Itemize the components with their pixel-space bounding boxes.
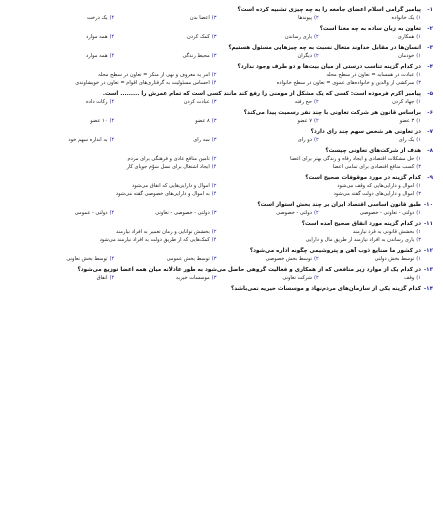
- answer-option: [319, 136, 421, 144]
- question-number: ۷-: [427, 129, 433, 135]
- answer-option: [217, 136, 319, 144]
- option-label: ۲): [314, 118, 319, 124]
- option-text: موسسات خیریه: [175, 275, 210, 281]
- answer-option: [12, 190, 217, 198]
- answer-option: [217, 182, 422, 190]
- option-label: ۴): [109, 34, 115, 40]
- question-item: [12, 285, 433, 293]
- option-label: ۳): [211, 53, 217, 59]
- answer-options: [12, 33, 433, 41]
- question-stem: [12, 6, 433, 14]
- option-text: همه موارد: [86, 53, 108, 59]
- option-text: دولتی - عمومی: [74, 210, 108, 216]
- option-label: ۱): [416, 275, 421, 281]
- question-number: ۱۲-: [423, 248, 433, 254]
- option-text: یاری رساندن به افراد نیازمند از طریق مال و دارایی: [305, 237, 415, 243]
- option-label: ۲): [211, 72, 217, 78]
- option-label: ۱): [416, 183, 421, 189]
- answer-option: [217, 236, 422, 244]
- question-text: تعاون به زبان ساده به چه معنا است؟: [319, 26, 421, 32]
- option-label: ۲): [211, 183, 217, 189]
- question-stem: [12, 90, 433, 98]
- option-label: ۱): [416, 156, 421, 162]
- option-text: پیوندها: [298, 15, 312, 21]
- option-text: بخشش توانایی و زمان تعمیر به افراد نیازمند: [116, 229, 210, 235]
- option-label: ۲): [314, 275, 319, 281]
- option-label: ۳): [211, 256, 217, 262]
- question-number: ۹-: [427, 175, 433, 181]
- answer-option: [12, 163, 217, 171]
- answer-option: [12, 182, 217, 190]
- answer-option: [12, 52, 114, 60]
- option-text: حج رفته: [294, 99, 312, 105]
- option-text: همکاری: [397, 34, 415, 40]
- option-text: ایجاد اشتغال برای نسل سوّم جویای کار: [126, 164, 210, 170]
- question-text: در کدام گزینه تناسب درستی از میان بیت‌ها و دو طرف وجود ندارد؟: [237, 64, 421, 70]
- question-stem: [12, 201, 433, 209]
- option-label: ۴): [211, 80, 217, 86]
- option-label: ۳): [211, 34, 217, 40]
- option-text: حل مشکلات اقتصادی و ایجاد رفاه و زندگی بهتر برای اعضا: [290, 156, 415, 162]
- question-item: [12, 109, 433, 125]
- question-stem: [12, 128, 433, 136]
- option-text: خودمان: [398, 53, 415, 59]
- answer-options: [12, 182, 433, 198]
- answer-option: [217, 117, 319, 125]
- option-text: شرکت تعاونی: [282, 275, 312, 281]
- answer-option: [217, 52, 319, 60]
- answer-option: [114, 14, 216, 22]
- question-item: [12, 128, 433, 144]
- question-item: [12, 63, 433, 87]
- option-text: دیگران: [297, 53, 312, 59]
- option-text: دو رای: [297, 137, 312, 143]
- answer-option: [319, 98, 421, 106]
- answer-options: [12, 98, 433, 106]
- option-label: ۴): [109, 137, 115, 143]
- answer-options: [12, 117, 433, 125]
- answer-option: [217, 14, 319, 22]
- question-number: ۵-: [427, 91, 433, 97]
- option-label: ۲): [314, 53, 319, 59]
- question-item: [12, 44, 433, 60]
- answer-option: [217, 155, 422, 163]
- option-label: ۳): [211, 99, 217, 105]
- answer-option: [217, 79, 422, 87]
- question-text: کدام گزینه در مورد موقوفات صحیح است؟: [305, 175, 421, 181]
- option-label: ۲): [314, 256, 319, 262]
- question-item: [12, 174, 433, 198]
- option-label: ۴): [109, 256, 115, 262]
- question-item: [12, 247, 433, 263]
- question-text: در کدام یک از موارد زیر منافعی که از همکاری و فعالیت گروهی حاصل می‌شود به طور عادلانه میان همه اعضا توزیع می‌شود؟: [77, 267, 421, 273]
- question-text: کدام گزینه یکی از سازمان‌های مردم‌نهاد و موسسات خیریه نمی‌باشد؟: [231, 286, 421, 292]
- option-text: یک رای: [398, 137, 415, 143]
- question-number: ۲-: [427, 26, 433, 32]
- question-number: ۶-: [427, 110, 433, 116]
- option-label: ۲): [314, 99, 319, 105]
- option-label: ۲): [211, 156, 217, 162]
- answer-option: [319, 52, 421, 60]
- question-stem: [12, 266, 433, 274]
- option-text: زکات داده: [86, 99, 108, 105]
- option-text: ۸ عضو: [195, 118, 210, 124]
- question-stem: [12, 25, 433, 33]
- option-label: ۱): [416, 99, 421, 105]
- question-text: براساس قانون هر شرکت تعاونی با چند نفر رسمیت پیدا می‌کند؟: [243, 110, 421, 116]
- option-label: ۳): [416, 164, 421, 170]
- option-text: سرکشی از والدین و خانواده‌های عموی = تعاون در سطح خانواده: [276, 80, 415, 86]
- answer-option: [12, 274, 114, 282]
- option-text: یاری رساندن: [284, 34, 312, 40]
- question-item: [12, 220, 433, 244]
- answer-option: [217, 98, 319, 106]
- answer-option: [217, 209, 319, 217]
- question-text: پیامبر گرامی اسلام اعضای جامعه را به چه چیزی تشبیه کرده است؟: [237, 7, 421, 13]
- answer-option: [114, 209, 216, 217]
- option-text: همه موارد: [86, 34, 108, 40]
- option-label: ۳): [211, 275, 217, 281]
- answer-option: [319, 209, 421, 217]
- question-item: [12, 266, 433, 282]
- answer-option: [319, 274, 421, 282]
- option-text: به اندازه سهم خود: [68, 137, 108, 143]
- option-text: کمک‌هایی که از طریق دولت به افراد نیازمند می‌شود: [99, 237, 210, 243]
- answer-option: [114, 52, 216, 60]
- answer-option: [114, 274, 216, 282]
- option-text: ۱۰ عضو: [90, 118, 108, 124]
- option-text: بخشش قانونی به فرد نیازمند: [352, 229, 415, 235]
- answer-option: [217, 71, 422, 79]
- option-text: ۳ عضو: [399, 118, 415, 124]
- answer-option: [319, 33, 421, 41]
- question-number: ۱-: [427, 7, 433, 13]
- option-label: ۳): [416, 191, 421, 197]
- question-number: ۱۳-: [423, 267, 433, 273]
- question-stem: [12, 174, 433, 182]
- option-label: ۲): [314, 137, 319, 143]
- answer-option: [319, 14, 421, 22]
- option-text: ۷ عضو: [297, 118, 312, 124]
- option-text: به اموال و دارایی‌های خصوصی گفته می‌شود: [115, 191, 210, 197]
- answer-options: [12, 14, 433, 22]
- option-label: ۱): [416, 34, 421, 40]
- question-stem: [12, 220, 433, 228]
- option-text: اعضا بدن: [189, 15, 210, 21]
- option-label: ۱): [416, 118, 421, 124]
- option-label: ۱): [416, 256, 421, 262]
- option-label: ۱): [416, 229, 421, 235]
- option-label: ۴): [109, 53, 115, 59]
- question-item: [12, 90, 433, 106]
- option-text: توسط بخش عمومی: [166, 256, 210, 262]
- option-text: عبادت در همسایه = تعاون در سطح محله: [326, 72, 415, 78]
- answer-option: [319, 255, 421, 263]
- answer-option: [114, 255, 216, 263]
- option-text: تامین منافع عادی و فرهنگی برای مردم: [127, 156, 210, 162]
- answer-options: [12, 274, 433, 282]
- option-text: وقف: [404, 275, 415, 281]
- question-number: ۱۱-: [423, 221, 433, 227]
- option-label: ۲): [314, 34, 319, 40]
- option-text: یک خانواده: [391, 15, 415, 21]
- option-label: ۴): [109, 99, 115, 105]
- answer-option: [12, 155, 217, 163]
- option-text: دولتی - خصوصی - تعاونی: [155, 210, 210, 216]
- question-text: انسان‌ها در مقابل خداوند متعال نسبت به چه چیزهایی مسئول هستیم؟: [228, 45, 421, 51]
- answer-option: [114, 136, 216, 144]
- option-label: ۴): [109, 15, 115, 21]
- option-text: اموال و دارایی‌هایی که وقف می‌شود: [337, 183, 415, 189]
- option-text: اموال و دارایی‌های دولت گفته می‌شود: [333, 191, 415, 197]
- answer-option: [217, 33, 319, 41]
- option-label: ۳): [416, 237, 421, 243]
- option-label: ۳): [211, 118, 217, 124]
- option-text: توسط بخش تعاونی: [66, 256, 108, 262]
- question-text: در کشور ما صنایع ذوب آهن و پتروشیمی چگونه اداره می‌شود؟: [249, 248, 421, 254]
- answer-option: [12, 255, 114, 263]
- answer-option: [217, 163, 422, 171]
- question-text: در کدام گزینه مورد انفاق صحیح آمده است؟: [301, 221, 421, 227]
- option-label: ۱): [416, 137, 421, 143]
- question-text: در تعاونی هر شخص سهم چند رای دارد؟: [310, 129, 421, 135]
- answer-options: [12, 255, 433, 263]
- option-label: ۳): [211, 15, 217, 21]
- question-number: ۱۴-: [423, 286, 433, 292]
- question-stem: [12, 44, 433, 52]
- option-label: ۲): [314, 15, 319, 21]
- question-number: ۸-: [427, 148, 433, 154]
- option-label: ۳): [416, 80, 421, 86]
- answer-option: [12, 236, 217, 244]
- answer-option: [12, 71, 217, 79]
- option-label: ۴): [211, 191, 217, 197]
- question-text: پیامبر اکرم فرموده است: کسی که یک مشکل از مومنی را رفع کند مانند کسی است که تمام عمرش را ......... است.: [102, 91, 421, 97]
- option-label: ۱): [416, 72, 421, 78]
- option-label: ۴): [109, 275, 115, 281]
- question-item: [12, 147, 433, 171]
- question-text: هدف از شرکت‌های تعاونی چیست؟: [325, 148, 421, 154]
- option-text: دولتی - تعاونی - خصوصی: [359, 210, 415, 216]
- answer-option: [217, 255, 319, 263]
- question-stem: [12, 63, 433, 71]
- answer-option: [114, 117, 216, 125]
- option-text: یک درخت: [87, 15, 108, 21]
- answer-option: [12, 98, 114, 106]
- question-item: [12, 201, 433, 217]
- answer-option: [114, 33, 216, 41]
- option-label: ۱): [416, 53, 421, 59]
- answer-options: [12, 209, 433, 217]
- option-text: احساس مسئولیت به گرفتاری‌های اقوام = تعاون در خویشاوندی: [75, 80, 210, 86]
- option-text: سه رای: [193, 137, 210, 143]
- question-stem: [12, 109, 433, 117]
- option-text: توسط بخش دولتی: [374, 256, 415, 262]
- answer-option: [217, 228, 422, 236]
- answer-option: [12, 14, 114, 22]
- option-text: کمک کردن: [186, 34, 210, 40]
- option-text: دولتی - خصوصی: [276, 210, 312, 216]
- answer-options: [12, 52, 433, 60]
- option-label: ۴): [109, 210, 115, 216]
- question-number: ۱۰-: [423, 202, 433, 208]
- option-label: ۳): [211, 137, 217, 143]
- option-label: ۱): [416, 15, 421, 21]
- option-label: ۲): [314, 210, 319, 216]
- option-text: امر به معروف و نهی از منکر = تعاون در سطح محله: [98, 72, 210, 78]
- option-label: ۴): [211, 164, 217, 170]
- question-number: ۳-: [427, 45, 433, 51]
- question-item: [12, 25, 433, 41]
- question-stem: [12, 147, 433, 155]
- option-text: اموال و دارایی‌هایی که انفاق می‌شود: [131, 183, 210, 189]
- answer-option: [12, 136, 114, 144]
- answer-option: [12, 117, 114, 125]
- option-text: عبادت کردن: [183, 99, 210, 105]
- answer-option: [12, 33, 114, 41]
- answer-option: [217, 190, 422, 198]
- option-label: ۱): [416, 210, 421, 216]
- question-number: ۴-: [427, 64, 433, 70]
- option-text: محیط زندگی: [182, 53, 210, 59]
- answer-option: [114, 98, 216, 106]
- answer-options: [12, 71, 433, 87]
- option-label: ۳): [211, 210, 217, 216]
- answer-option: [319, 117, 421, 125]
- answer-options: [12, 136, 433, 144]
- answer-option: [217, 274, 319, 282]
- option-text: جهاد کردن: [392, 99, 415, 105]
- option-text: کسب منافع اقتصادی برای تمامی اعضا: [332, 164, 415, 170]
- option-text: انفاق: [96, 275, 108, 281]
- option-label: ۴): [109, 118, 115, 124]
- question-stem: [12, 285, 433, 293]
- option-text: توسط بخش خصوصی: [265, 256, 312, 262]
- question-item: [12, 6, 433, 22]
- answer-options: [12, 228, 433, 244]
- option-label: ۲): [211, 229, 217, 235]
- option-label: ۴): [211, 237, 217, 243]
- answer-options: [12, 155, 433, 171]
- question-text: طبق قانون اساسی اقتصاد ایران بر چند بخش استوار است؟: [257, 202, 421, 208]
- question-stem: [12, 247, 433, 255]
- answer-option: [12, 79, 217, 87]
- answer-option: [12, 209, 114, 217]
- answer-option: [12, 228, 217, 236]
